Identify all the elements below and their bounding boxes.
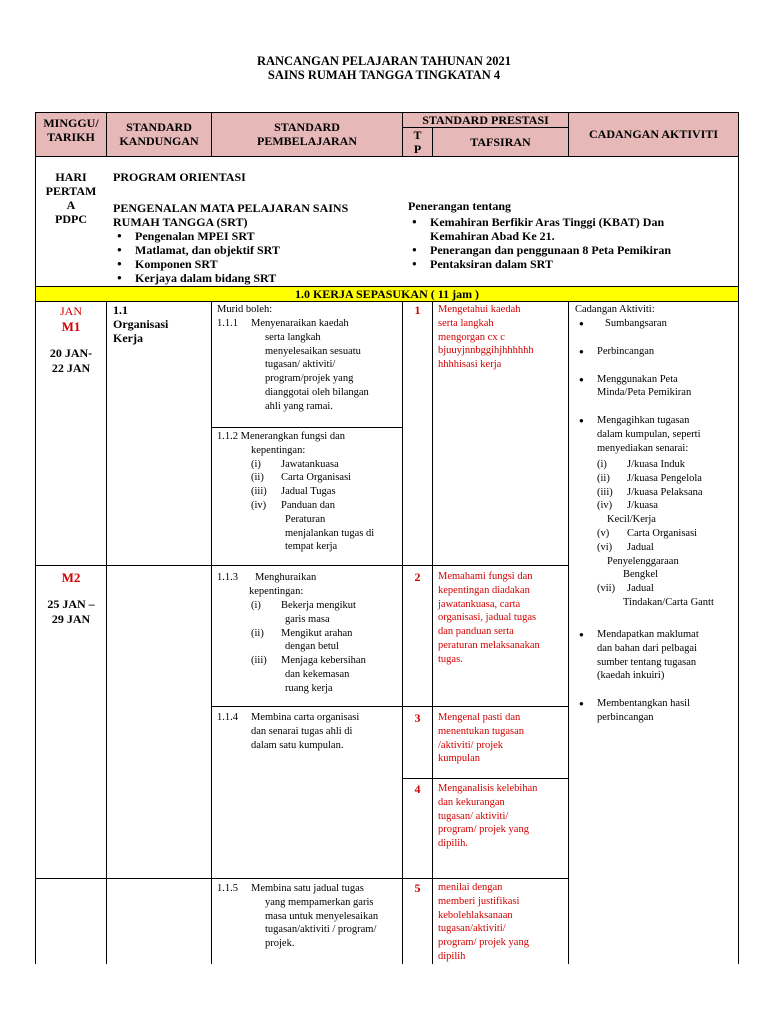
aktiviti-item — [575, 345, 735, 359]
aktiviti-text: ● Mendapatkan maklumat — [597, 629, 699, 640]
sp-line: Menghuraikan — [255, 572, 317, 583]
tafsiran-line: serta langkah — [438, 317, 494, 329]
sp-line: kepentingan: — [251, 444, 306, 456]
week-label: M1 — [61, 319, 81, 334]
aktiviti-sub-num: (v) — [597, 527, 610, 539]
aktiviti-sub-text: J/kuasa Pengelola — [627, 472, 702, 484]
tafsiran-line: kepentingan diadakan — [438, 584, 530, 596]
week-date: 20 JAN- — [49, 346, 93, 360]
sp-line: yang mempamerkan garis — [265, 896, 374, 908]
aktiviti-list — [575, 317, 735, 456]
sp-line: Membina carta organisasi — [251, 712, 360, 723]
tafsiran-line: tugasan/aktiviti/ — [438, 923, 506, 935]
document-title: RANCANGAN PELAJARAN TAHUNAN 2021 — [256, 54, 512, 68]
standard-kandungan — [113, 303, 168, 345]
tp-number: 5 — [414, 881, 421, 895]
tafsiran-line: Menganalisis kelebihan — [438, 783, 538, 794]
sp-sub-num: (i) — [251, 458, 261, 470]
aktiviti-sub-text: Tindakan/Carta Gantt — [623, 596, 714, 608]
aktiviti-item — [575, 317, 735, 331]
aktiviti-sub-item — [597, 486, 737, 500]
sp-sub-item — [251, 627, 401, 641]
row-line-111 — [211, 427, 403, 428]
standard-name: Kerja — [113, 331, 143, 345]
sp-line: ruang kerja — [285, 682, 333, 694]
tafsiran-line: jawatankuasa, carta — [438, 598, 521, 610]
aktiviti-sub-item — [597, 458, 737, 472]
header-tafsiran: TAFSIRAN — [470, 135, 531, 149]
aktiviti-sub-text: Penyelenggaraan — [607, 555, 679, 567]
header-cadangan: CADANGAN AKTIVITI — [588, 127, 719, 141]
sp-line: projek. — [265, 938, 295, 950]
sp-line: Membina satu jadual tugas — [251, 883, 364, 894]
document-subtitle: SAINS RUMAH TANGGA TINGKATAN 4 — [267, 68, 501, 82]
tafsiran-line: dipilih — [438, 950, 466, 962]
aktiviti-sub-num: (ii) — [597, 472, 610, 484]
sp-line: Menyenaraikan kaedah — [251, 318, 349, 329]
tafsiran-line: tugas. — [438, 653, 463, 665]
sp-sub-item — [217, 499, 401, 513]
sp-sub-num: (i) — [251, 600, 261, 611]
row-line-m2 — [35, 565, 569, 566]
section-bottom-line — [35, 301, 739, 302]
sp-line: masa untuk menyelesaikan — [265, 910, 379, 922]
sp-line: menyelesaikan sesuatu — [265, 345, 361, 357]
sp-sub-item — [217, 485, 401, 499]
orientation-right-cont: Kemahiran Abad Ke 21. — [430, 229, 555, 243]
header-minggu — [36, 116, 106, 144]
tafsiran-line: dan panduan serta — [438, 626, 514, 638]
header-minggu-text: MINGGU/ — [43, 116, 99, 130]
sp-sub-text: Carta Organisasi — [281, 472, 352, 484]
sp-line: dalam satu kumpulan. — [251, 739, 344, 751]
orientation-program: PROGRAM ORIENTASI — [113, 170, 246, 184]
tafsiran-line: kebolehlaksanaan — [438, 909, 513, 921]
tafsiran-line: program/ projek yang — [438, 937, 529, 949]
aktiviti-sub-item — [597, 582, 737, 596]
sp-sub-item — [251, 654, 401, 668]
orientation-left-item: ● Matlamat, dan objektif SRT — [113, 243, 393, 257]
sp-sub-item — [251, 599, 401, 613]
orientation-right-list — [408, 215, 728, 271]
aktiviti-text: perbincangan — [597, 711, 654, 723]
week-date: 25 JAN – — [47, 597, 95, 611]
sp-sub-text: Menjaga kebersihan — [281, 655, 366, 667]
aktiviti-sub-text: J/kuasa Induk — [627, 459, 686, 470]
sp-1-1-5 — [251, 882, 401, 951]
sp-sub-num: (iii) — [251, 486, 267, 498]
sp-1-1-4-code: 1.1.4 — [217, 712, 238, 723]
aktiviti-text: ● Menggunakan Peta — [597, 373, 678, 385]
sp-line: tempat kerja — [285, 541, 338, 553]
tp-number: 2 — [414, 570, 421, 584]
aktiviti-sub-num: (i) — [597, 459, 607, 470]
tafsiran-line: memberi justifikasi — [438, 895, 520, 907]
sp-line: garis masa — [285, 613, 330, 625]
sp-sub-num: (iv) — [251, 499, 267, 511]
aktiviti-sub-num: (vi) — [597, 541, 613, 553]
tafsiran-line: organisasi, jadual tugas — [438, 612, 537, 624]
sp-line: dengan betul — [285, 641, 339, 653]
sp-sub-num: (iii) — [251, 655, 267, 667]
tafsiran-line: dan kekurangan — [438, 796, 505, 808]
tafsiran-line: bjuuyjnnbggihjhhhhhh — [438, 345, 534, 357]
body-col-line-4 — [432, 301, 433, 964]
orientation-left-item: ● Komponen SRT — [113, 257, 393, 271]
header-sp2: PEMBELAJARAN — [256, 134, 357, 148]
aktiviti-sub-item — [597, 472, 737, 486]
body-col-line-3 — [402, 301, 403, 964]
orientation-right-item: ● Kemahiran Berfikir Aras Tinggi (KBAT) Dan — [408, 215, 728, 229]
aktiviti-title: Cadangan Aktiviti: — [575, 304, 655, 315]
tafsiran-line: Memahami fungsi dan — [438, 571, 533, 582]
sp-sub-item — [217, 458, 401, 472]
sp-line: tugasan/ aktiviti/ — [265, 359, 336, 371]
orientation-left-item: ● Kerjaya dalam bidang SRT — [113, 271, 393, 285]
tafsiran-line: menilai dengan — [438, 882, 503, 893]
aktiviti-text: dalam kumpulan, seperti — [597, 428, 701, 440]
header-standard-prestasi: STANDARD PRESTASI — [422, 113, 549, 127]
aktiviti-sub-text: Jadual — [627, 541, 654, 553]
week-month: JAN — [59, 304, 82, 318]
tafsiran-5 — [438, 881, 568, 964]
aktiviti-sub-item — [597, 527, 737, 541]
aktiviti-item — [575, 373, 735, 401]
sp-line: dan senarai tugas ahli di — [251, 725, 353, 737]
orientation-right-item: ● Penerangan dan penggunaan 8 Peta Pemikiran — [408, 243, 728, 257]
orientation-week — [36, 170, 106, 226]
tp-number: 3 — [414, 711, 421, 725]
week-date: 22 JAN — [51, 361, 91, 375]
row-line-114 — [211, 706, 569, 707]
aktiviti-item — [575, 414, 735, 455]
orientation-week-line: PERTAM — [45, 184, 97, 198]
aktiviti-text: (kaedah inkuiri) — [597, 670, 665, 682]
aktiviti-sub-text: Kecil/Kerja — [607, 514, 656, 526]
aktiviti-sub-text: J/kuasa Pelaksana — [627, 486, 703, 498]
aktiviti-sub-item — [597, 541, 737, 555]
orientation-week-line: HARI — [55, 170, 87, 184]
tp-number: 1 — [414, 303, 421, 317]
orientation-intro-line2: RUMAH TANGGA (SRT) — [113, 215, 248, 229]
week-label: M2 — [61, 570, 81, 585]
aktiviti-sublist — [597, 458, 737, 610]
sp-intro: Murid boleh: — [217, 304, 273, 315]
orientation-right-item: ● Pentaksiran dalam SRT — [408, 257, 728, 271]
week-m1 — [36, 304, 106, 376]
sp-line: serta langkah — [265, 331, 321, 343]
sp-sub-item — [217, 471, 401, 485]
orientation-week-line: PDPC — [55, 212, 87, 226]
tafsiran-line: peraturan melaksanakan — [438, 639, 540, 651]
tafsiran-3 — [438, 711, 568, 766]
tafsiran-line: /aktiviti/ projek — [438, 739, 504, 751]
aktiviti-sub-item — [597, 499, 737, 513]
header-sp1: STANDARD — [274, 120, 340, 134]
aktiviti-sub-num: (iv) — [597, 500, 613, 512]
tafsiran-line: kumpulan — [438, 753, 480, 765]
tafsiran-1 — [438, 303, 568, 372]
aktiviti-item — [575, 697, 735, 725]
tafsiran-line: Mengetahui kaedah — [438, 304, 521, 315]
sp-line: kepentingan: — [249, 585, 304, 597]
table-border-top — [35, 112, 739, 113]
tafsiran-line: tugasan/ aktiviti/ — [438, 810, 509, 822]
sp-sub-text: Jawatankuasa — [281, 458, 339, 470]
sp-line: menjalankan tugas di — [285, 527, 375, 539]
orientation-left-list — [113, 229, 393, 285]
table-border-left — [35, 112, 36, 964]
sp-line: program/projek yang — [265, 373, 354, 385]
sp-line: 1.1.2 Menerangkan fungsi dan — [217, 431, 346, 442]
sp-1-1-3-items — [251, 599, 401, 696]
aktiviti-text: ● Membentangkan hasil — [597, 698, 691, 710]
aktiviti-list-2 — [575, 628, 735, 725]
sp-sub-num: (ii) — [251, 627, 264, 639]
aktiviti-text: Minda/Peta Pemikiran — [597, 387, 692, 399]
aktiviti-sub-num: (vii) — [597, 583, 616, 595]
tafsiran-line: Mengenal pasti dan — [438, 712, 521, 723]
header-bottom-line — [35, 156, 739, 157]
sp-line: dan kekemasan — [285, 668, 350, 680]
header-sk1: STANDARD — [126, 120, 192, 134]
aktiviti-sub-num: (iii) — [597, 486, 613, 498]
orientation-intro-line1: PENGENALAN MATA PELAJARAN SAINS — [113, 201, 349, 215]
row-line-tp4 — [402, 778, 569, 779]
aktiviti-text: dan bahan dari pelbagai — [597, 642, 697, 654]
tafsiran-line: dipilih. — [438, 838, 469, 850]
aktiviti-sub-text: J/kuasa — [627, 500, 658, 512]
body-col-line-1 — [106, 301, 107, 964]
orientation-left-item: ● Pengenalan MPEI SRT — [113, 229, 393, 243]
aktiviti-sub-text: Carta Organisasi — [627, 527, 698, 539]
aktiviti-item — [575, 628, 735, 683]
week-m2 — [36, 570, 106, 627]
sp-1-1-2 — [217, 430, 401, 554]
sp-sub-text: Mengikut arahan — [281, 627, 353, 639]
sp-1-1-3-code: 1.1.3 — [217, 572, 238, 583]
sp-line: tugasan/aktiviti / program/ — [265, 924, 377, 936]
tafsiran-2 — [438, 570, 568, 667]
standard-name: Organisasi — [113, 317, 169, 331]
table-border-right — [738, 112, 739, 964]
tafsiran-line: mengorgan cx c — [438, 331, 505, 343]
row-line-m3 — [35, 878, 569, 879]
orientation-week-line: A — [66, 198, 76, 212]
header-sk2: KANDUNGAN — [119, 134, 199, 148]
sp-sub-text: Jadual Tugas — [281, 486, 336, 498]
header-tp — [403, 128, 432, 156]
orientation-right-title: Penerangan tentang — [408, 199, 511, 213]
tafsiran-line: program/ projek yang — [438, 824, 529, 836]
aktiviti-sub-text: Bengkel — [623, 569, 658, 581]
tafsiran-4 — [438, 782, 568, 851]
sp-line: ahli yang ramai. — [265, 400, 333, 412]
section-title: 1.0 KERJA SEPASUKAN ( 11 jam ) — [294, 287, 480, 301]
body-col-line-5 — [568, 301, 569, 964]
aktiviti-text: menyediakan senarai: — [597, 442, 689, 454]
standard-code: 1.1 — [113, 303, 128, 317]
orientation-intro — [113, 201, 348, 229]
sp-line: dianggotai oleh bilangan — [265, 386, 369, 398]
sp-1-1-4 — [251, 711, 401, 752]
sp-1-1-3 — [249, 571, 401, 599]
aktiviti-text: ● Mengagihkan tugasan — [597, 415, 690, 427]
sp-sub-text: Bekerja mengikut — [281, 600, 356, 611]
aktiviti-text: Perbincangan — [597, 345, 655, 357]
sp-sub-text: Panduan dan — [281, 499, 335, 511]
sp-1-1-5-code: 1.1.5 — [217, 883, 238, 894]
header-tp1: T — [413, 128, 422, 142]
aktiviti-text: Sumbangsaran — [605, 318, 667, 329]
sp-sub-num: (ii) — [251, 472, 264, 484]
sp-1-1-1 — [251, 317, 401, 414]
sp-line: Peraturan — [285, 513, 326, 525]
aktiviti-sub-text: Jadual — [627, 583, 654, 595]
tafsiran-line: menentukan tugasan — [438, 725, 525, 737]
header-tp2: P — [413, 142, 422, 156]
header-sp — [212, 120, 402, 148]
tp-number: 4 — [414, 782, 421, 796]
header-sk — [107, 120, 211, 148]
header-tarikh-text: TARIKH — [47, 130, 95, 144]
aktiviti-text: sumber tentang tugasan — [597, 656, 697, 668]
sp-1-1-1-code: 1.1.1 — [217, 318, 238, 329]
tafsiran-line: hhhhisasi kerja — [438, 359, 502, 371]
week-date: 29 JAN — [51, 612, 91, 626]
body-col-line-2 — [211, 301, 212, 964]
